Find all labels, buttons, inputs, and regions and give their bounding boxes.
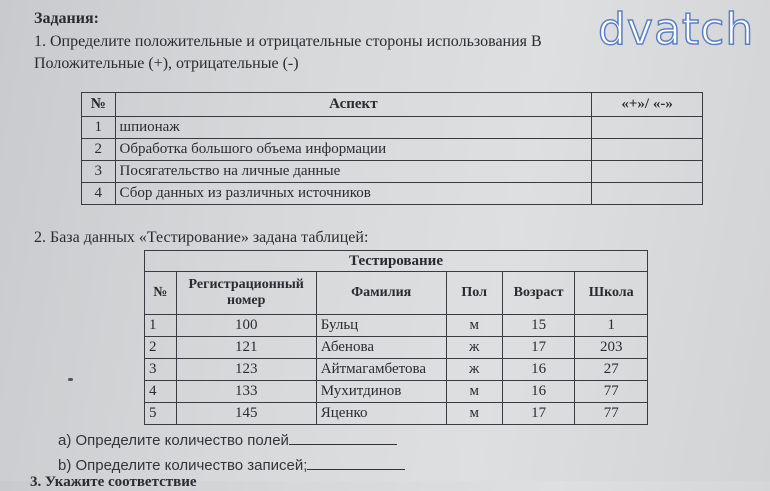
cell-surname: Яценко: [316, 403, 446, 425]
col-age-header: Возраст: [502, 272, 575, 315]
row-aspect: Посягательство на личные данные: [115, 161, 592, 183]
cell-surname: Абенова: [316, 337, 446, 359]
row-number: 4: [82, 183, 116, 205]
col-sex-header: Пол: [446, 272, 502, 315]
row-number: 3: [82, 161, 116, 183]
cell-reg-number: 133: [176, 381, 316, 403]
row-number: 2: [82, 139, 116, 161]
cell-surname: Мухитдинов: [316, 381, 446, 403]
cell-surname: Бульц: [316, 315, 446, 337]
pen-mark: [68, 378, 73, 381]
answer-blank-a[interactable]: [289, 430, 397, 445]
row-aspect: шпионаж: [115, 117, 592, 139]
row-mark: [592, 161, 703, 183]
cell-reg-number: 121: [176, 337, 316, 359]
col-number-header: №: [82, 93, 116, 117]
cell-reg-number: 145: [176, 403, 316, 425]
task1-subtext: Положительные (+), отрицательные (-): [34, 55, 299, 72]
col-reg-number-header: Регистрационный номер: [176, 272, 316, 315]
question-a: [58, 430, 397, 449]
col-number-header: №: [145, 272, 177, 315]
table-row: [145, 315, 648, 337]
row-aspect: Сбор данных из различных источников: [115, 183, 592, 205]
cell-school: 77: [575, 381, 648, 403]
cell-age: 17: [502, 403, 575, 425]
row-mark: [592, 117, 703, 139]
col-plus-minus-header: «+»/ «-»: [592, 93, 703, 117]
table-row: [82, 161, 703, 183]
cell-age: 15: [502, 315, 575, 337]
row-aspect: Обработка большого объема информации: [115, 139, 592, 161]
cell-school: 203: [575, 337, 648, 359]
task2-text: 2. База данных «Тестирование» задана таблицей:: [34, 229, 369, 246]
testing-database-table: [144, 250, 648, 425]
cell-school: 1: [575, 315, 648, 337]
table-row: [145, 403, 648, 425]
cell-number: 2: [145, 337, 177, 359]
table-title-row: [145, 251, 648, 272]
col-aspect-header: Аспект: [115, 93, 592, 117]
col-school-header: Школа: [575, 272, 648, 315]
cell-sex: м: [446, 315, 502, 337]
cell-school: 77: [575, 403, 648, 425]
table-row: [145, 359, 648, 381]
task1-text: 1. Определите положительные и отрицательные стороны использования В: [34, 33, 542, 50]
table-row: [82, 139, 703, 161]
row-mark: [592, 139, 703, 161]
col-surname-header: Фамилия: [316, 272, 446, 315]
cell-surname: Айтмагамбетова: [316, 359, 446, 381]
cell-sex: ж: [446, 337, 502, 359]
aspects-header-row: [82, 93, 703, 117]
table-row: [145, 337, 648, 359]
table-row: [82, 183, 703, 205]
task3-text: 3. Укажите соответствие: [30, 474, 197, 490]
row-mark: [592, 183, 703, 205]
cell-number: 3: [145, 359, 177, 381]
cell-reg-number: 100: [176, 315, 316, 337]
aspects-table: [81, 92, 703, 205]
cell-sex: ж: [446, 359, 502, 381]
cell-age: 17: [502, 337, 575, 359]
cell-school: 27: [575, 359, 648, 381]
table-title: Тестирование: [145, 251, 648, 272]
table-row: [82, 117, 703, 139]
question-a-text: a) Определите количество полей: [58, 432, 289, 449]
cell-sex: м: [446, 381, 502, 403]
cell-number: 5: [145, 403, 177, 425]
row-number: 1: [82, 117, 116, 139]
table-row: [145, 381, 648, 403]
cell-number: 4: [145, 381, 177, 403]
tasks-heading: Задания:: [34, 10, 99, 27]
question-b-text: b) Определите количество записей;: [58, 457, 308, 474]
cell-sex: м: [446, 403, 502, 425]
cell-age: 16: [502, 381, 575, 403]
watermark-logo: dvatch: [598, 4, 755, 55]
cell-reg-number: 123: [176, 359, 316, 381]
question-b: [58, 455, 405, 474]
table-header-row: [145, 272, 648, 315]
answer-blank-b[interactable]: [307, 455, 405, 470]
cell-number: 1: [145, 315, 177, 337]
cell-age: 16: [502, 359, 575, 381]
